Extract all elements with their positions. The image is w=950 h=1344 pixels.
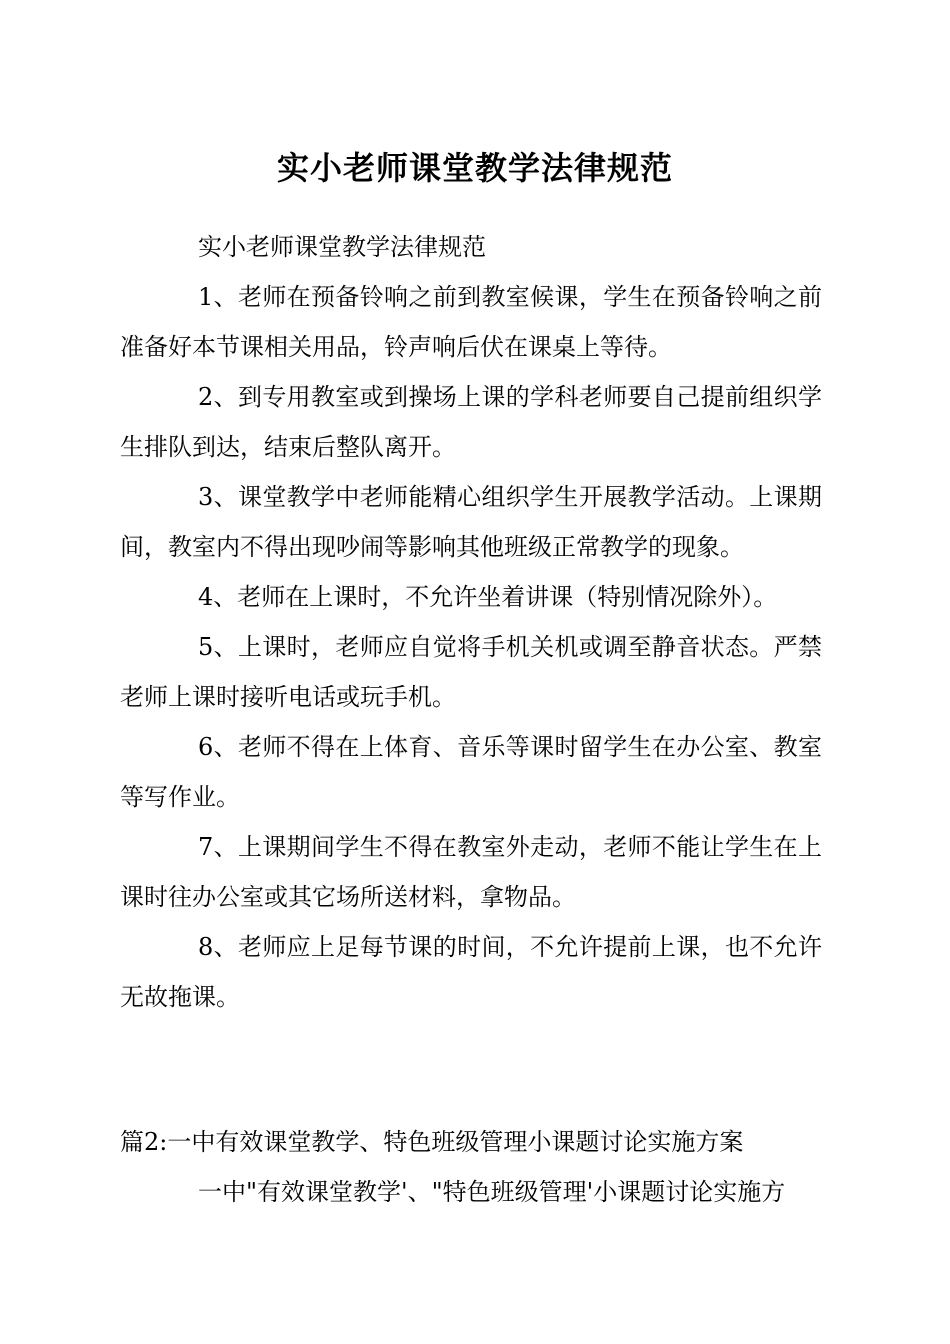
document-body (120, 222, 822, 1022)
section-2 (120, 1117, 860, 1217)
rule-paragraph-1: 1、老师在预备铃响之前到教室候课，学生在预备铃响之前准备好本节课相关用品，铃声响后伏在课桌上等待。 (120, 283, 822, 361)
rule-paragraph-3: 3、课堂教学中老师能精心组织学生开展教学活动。上课期间，教室内不得出现吵闹等影响其他班级正常教学的现象。 (120, 483, 822, 561)
rule-paragraph-2: 2、到专用教室或到操场上课的学科老师要自己提前组织学生排队到达，结束后整队离开。 (120, 383, 822, 461)
rule-paragraph-4: 4、老师在上课时，不允许坐着讲课（特别情况除外）。 (198, 583, 778, 611)
rule-paragraph-7: 7、上课期间学生不得在教室外走动，老师不能让学生在上课时往办公室或其它场所送材料，拿物品。 (120, 833, 822, 911)
body-paragraph: 实小老师课堂教学法律规范 (198, 233, 486, 261)
rule-paragraph-6: 6、老师不得在上体育、音乐等课时留学生在办公室、教室等写作业。 (120, 733, 822, 811)
rule-paragraph-5: 5、上课时，老师应自觉将手机关机或调至静音状态。严禁老师上课时接听电话或玩手机。 (120, 633, 822, 711)
document-title: 实小老师课堂教学法律规范 (276, 149, 673, 187)
section-2-subtitle: 一中"有效课堂教学'、"特色班级管理'小课题讨论实施方 (198, 1178, 786, 1206)
rule-paragraph-8: 8、老师应上足每节课的时间，不允许提前上课，也不允许无故拖课。 (120, 933, 822, 1011)
section-2-heading: 篇2:一中有效课堂教学、特色班级管理小课题讨论实施方案 (120, 1128, 744, 1156)
